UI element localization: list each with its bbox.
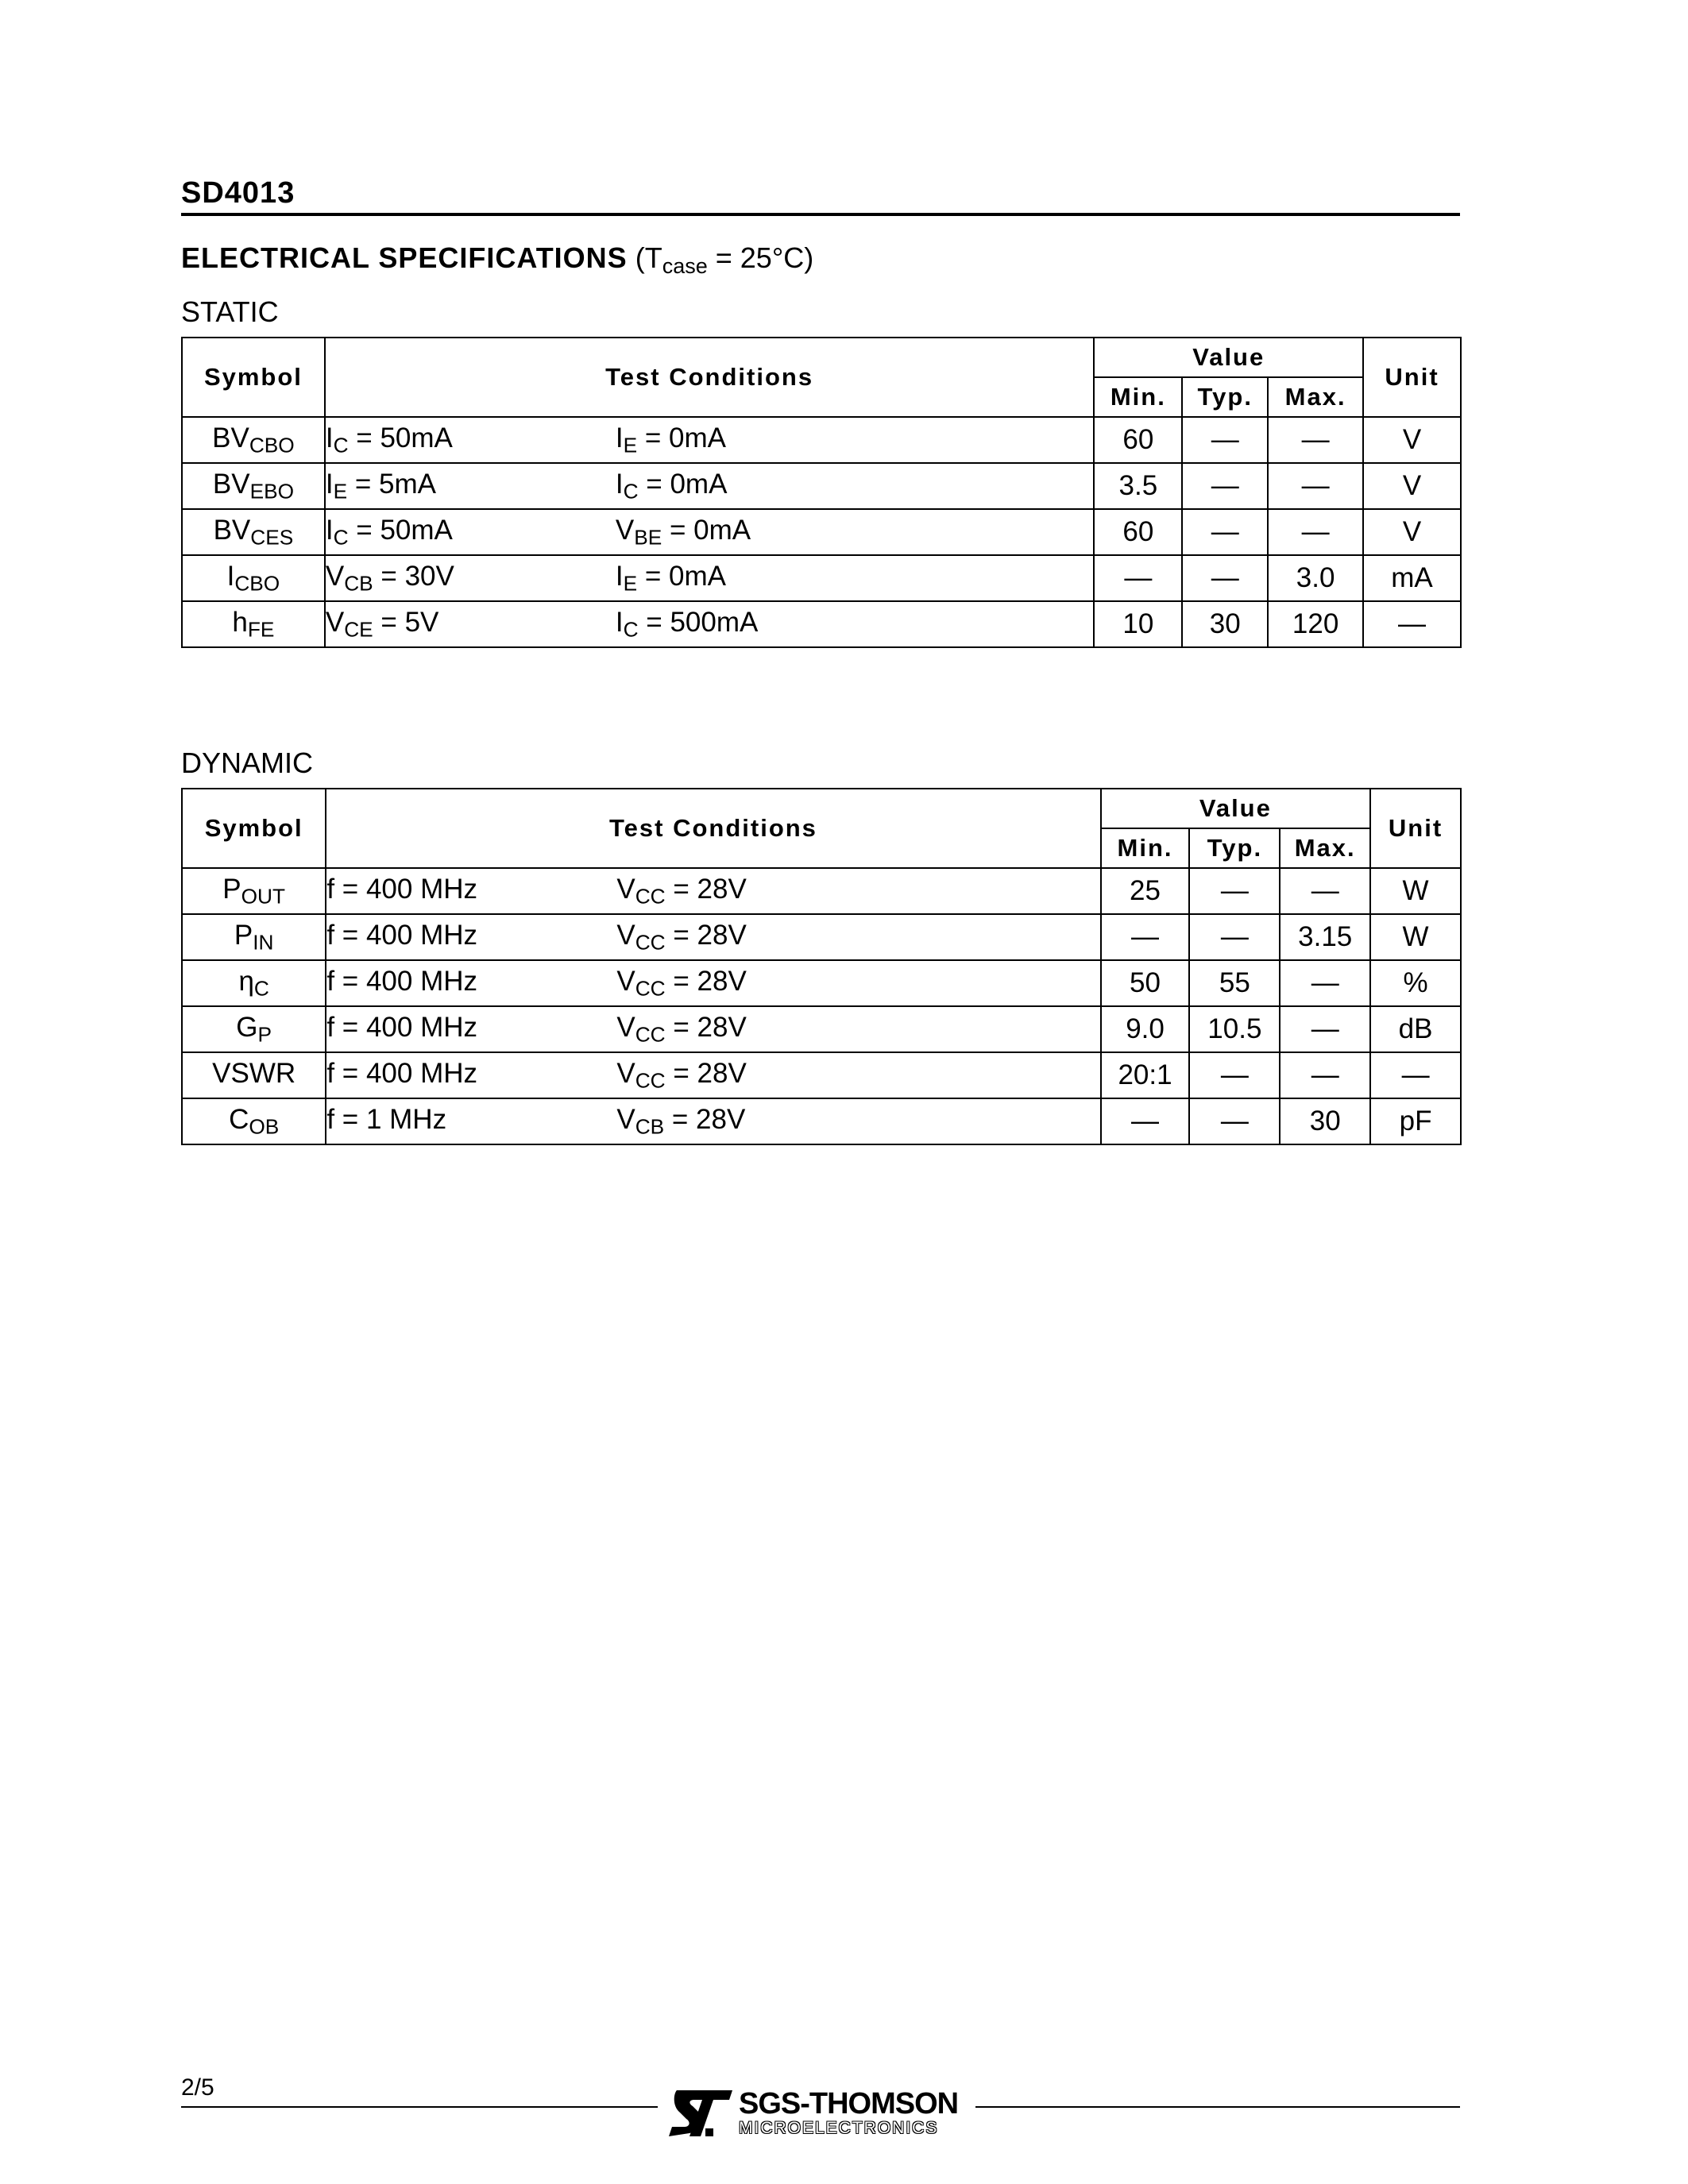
symbol-cell: $G_P$ [182, 1006, 326, 1052]
test-condition-cell: $I_E = 5mA$ $I_C = 0mA$ [325, 463, 1095, 509]
dynamic-table [181, 788, 1462, 1145]
max-value: 3.0 [1268, 555, 1363, 601]
logo-subtitle: MICROELECTRONICS [739, 2119, 939, 2137]
min-value: 60 [1094, 417, 1182, 463]
unit-value: — [1363, 601, 1461, 647]
max-value: 3.15 [1280, 914, 1370, 960]
col-symbol: Symbol [182, 789, 326, 868]
unit-value: — [1370, 1052, 1461, 1098]
unit-value: W [1370, 914, 1461, 960]
col-test-conditions: Test Conditions [325, 338, 1095, 417]
symbol-cell: $C_{OB}$ [182, 1098, 326, 1144]
test-condition-cell: $I_C = 50mA$ $V_{BE} = 0mA$ [325, 509, 1095, 555]
col-test-conditions: Test Conditions [326, 789, 1100, 868]
footer-rule-right [975, 2106, 1460, 2108]
min-value: 60 [1094, 509, 1182, 555]
test-condition-cell: f = 400 MHz $V_{CC} = 28V$ [326, 868, 1100, 914]
typ-value: 30 [1182, 601, 1268, 647]
unit-value: V [1363, 463, 1461, 509]
max-value: — [1280, 868, 1370, 914]
col-unit: Unit [1363, 338, 1461, 417]
unit-value: % [1370, 960, 1461, 1006]
table-row [182, 914, 1461, 960]
symbol-cell: $P_{IN}$ [182, 914, 326, 960]
col-max: Max. [1280, 828, 1370, 868]
test-condition-cell: f = 400 MHz $V_{CC} = 28V$ [326, 1052, 1100, 1098]
col-min: Min. [1094, 377, 1182, 417]
static-table [181, 337, 1462, 648]
typ-value: 55 [1189, 960, 1280, 1006]
min-value: 50 [1101, 960, 1190, 1006]
typ-value: — [1182, 417, 1268, 463]
typ-value: — [1189, 868, 1280, 914]
min-value: 10 [1094, 601, 1182, 647]
max-value: 120 [1268, 601, 1363, 647]
symbol-cell: $\eta_C$ [182, 960, 326, 1006]
min-value: — [1101, 914, 1190, 960]
table-row [182, 1006, 1461, 1052]
section-title [181, 241, 813, 279]
symbol-cell: VSWR [182, 1052, 326, 1098]
col-symbol: Symbol [182, 338, 325, 417]
table-row [182, 463, 1461, 509]
min-value: — [1094, 555, 1182, 601]
typ-value: — [1182, 463, 1268, 509]
symbol-cell: $BV_{CBO}$ [182, 417, 325, 463]
typ-value: — [1182, 509, 1268, 555]
symbol-cell: $BV_{EBO}$ [182, 463, 325, 509]
table-row [182, 417, 1461, 463]
max-value: — [1268, 463, 1363, 509]
max-value: — [1268, 509, 1363, 555]
unit-value: W [1370, 868, 1461, 914]
table-row [182, 1098, 1461, 1144]
col-unit: Unit [1370, 789, 1461, 868]
test-condition-cell: $V_{CE} = 5V$ $I_C = 500mA$ [325, 601, 1095, 647]
test-condition-cell: $V_{CB} = 30V$ $I_E = 0mA$ [325, 555, 1095, 601]
title-rule [181, 213, 1460, 216]
test-condition-cell: $I_C = 50mA$ $I_E = 0mA$ [325, 417, 1095, 463]
min-value: 20:1 [1101, 1052, 1190, 1098]
typ-value: — [1189, 914, 1280, 960]
unit-value: V [1363, 509, 1461, 555]
table-row [182, 601, 1461, 647]
typ-value: — [1189, 1098, 1280, 1144]
col-max: Max. [1268, 377, 1363, 417]
typ-value: 10.5 [1189, 1006, 1280, 1052]
max-value: — [1280, 960, 1370, 1006]
test-condition-cell: f = 400 MHz $V_{CC} = 28V$ [326, 1006, 1100, 1052]
min-value: — [1101, 1098, 1190, 1144]
unit-value: pF [1370, 1098, 1461, 1144]
test-condition-cell: f = 400 MHz $V_{CC} = 28V$ [326, 960, 1100, 1006]
col-value: Value [1101, 789, 1371, 828]
typ-value: — [1189, 1052, 1280, 1098]
col-typ: Typ. [1182, 377, 1268, 417]
table-row [182, 509, 1461, 555]
col-min: Min. [1101, 828, 1190, 868]
logo-name: SGS-THOMSON [739, 2087, 959, 2120]
min-value: 25 [1101, 868, 1190, 914]
st-logo-icon [666, 2089, 734, 2138]
table-row [182, 868, 1461, 914]
col-value: Value [1094, 338, 1363, 377]
table-row [182, 1052, 1461, 1098]
min-value: 9.0 [1101, 1006, 1190, 1052]
symbol-cell: $I_{CBO}$ [182, 555, 325, 601]
page-number: 2/5 [181, 2074, 214, 2101]
dynamic-heading: DYNAMIC [181, 747, 314, 779]
table-row [182, 555, 1461, 601]
test-condition-cell: f = 400 MHz $V_{CC} = 28V$ [326, 914, 1100, 960]
section-condition: $(T_{case} = 25^\circ C)$ [635, 241, 814, 278]
symbol-cell: $P_{OUT}$ [182, 868, 326, 914]
col-typ: Typ. [1189, 828, 1280, 868]
section-title-text: ELECTRICAL SPECIFICATIONS [181, 241, 628, 274]
symbol-cell: $BV_{CES}$ [182, 509, 325, 555]
static-heading: STATIC [181, 295, 279, 328]
max-value: — [1280, 1006, 1370, 1052]
company-logo [666, 2087, 968, 2143]
table-row [182, 960, 1461, 1006]
symbol-cell: $h_{FE}$ [182, 601, 325, 647]
max-value: — [1280, 1052, 1370, 1098]
page-title: SD4013 [181, 176, 295, 210]
unit-value: dB [1370, 1006, 1461, 1052]
typ-value: — [1182, 555, 1268, 601]
footer-rule-left [181, 2106, 658, 2108]
max-value: 30 [1280, 1098, 1370, 1144]
max-value: — [1268, 417, 1363, 463]
unit-value: V [1363, 417, 1461, 463]
test-condition-cell: f = 1 MHz $V_{CB} = 28V$ [326, 1098, 1100, 1144]
min-value: 3.5 [1094, 463, 1182, 509]
unit-value: mA [1363, 555, 1461, 601]
